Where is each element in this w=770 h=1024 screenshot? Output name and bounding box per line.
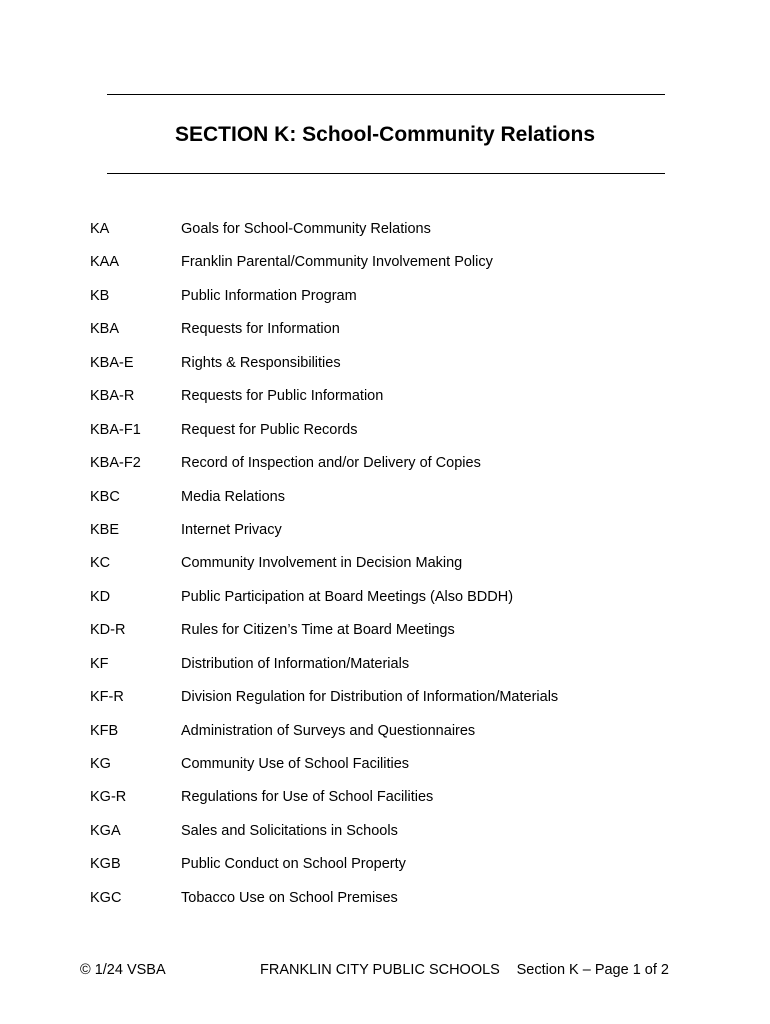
footer-copyright: © 1/24 VSBA — [80, 962, 166, 978]
policy-title: Community Use of School Facilities — [181, 756, 410, 772]
policy-code: KG-R — [90, 789, 127, 806]
policy-list-item — [90, 553, 710, 586]
policy-code: KBC — [90, 488, 120, 505]
policy-code: KBA-F1 — [90, 421, 141, 438]
policy-title: Tobacco Use on School Premises — [181, 889, 398, 906]
policy-title: Requests for Public Information — [181, 388, 384, 405]
policy-list-item — [90, 754, 710, 787]
policy-title: Public Participation at Board Meetings (Also BDDH) — [181, 588, 514, 605]
policy-list-item — [90, 821, 710, 854]
policy-title: Media Relations — [181, 488, 285, 505]
policy-title: Requests for Information — [181, 321, 340, 338]
policy-list-item — [90, 319, 710, 352]
policy-title: Division Regulation for Distribution of Information/Materials — [181, 689, 559, 706]
policy-code: KBA-R — [90, 388, 135, 405]
policy-list-item — [90, 854, 710, 887]
policy-list-item — [90, 687, 710, 720]
footer-division-name: FRANKLIN CITY PUBLIC SCHOOLS — [260, 962, 500, 978]
policy-code: KBE — [90, 521, 120, 538]
policy-list-item — [90, 487, 710, 520]
policy-list-item — [90, 888, 710, 921]
policy-code: KBA — [90, 321, 120, 338]
policy-code: KC — [90, 555, 111, 572]
policy-code: KGA — [90, 822, 121, 839]
policy-title: Administration of Surveys and Questionnaires — [181, 722, 476, 739]
footer-page-number: Section K – Page 1 of 2 — [516, 962, 669, 978]
title-top-rule — [107, 94, 665, 95]
policy-title: Distribution of Information/Materials — [181, 655, 410, 672]
policy-title: Internet Privacy — [181, 521, 282, 538]
policy-title: Request for Public Records — [181, 421, 358, 438]
policy-list-item — [90, 252, 710, 285]
policy-code: KGB — [90, 856, 121, 873]
policy-title: Regulations for Use of School Facilities — [181, 789, 434, 806]
policy-code: KD — [90, 588, 111, 605]
policy-list-item — [90, 386, 710, 419]
policy-list-item — [90, 286, 710, 319]
policy-code: KBA-E — [90, 354, 134, 371]
policy-title: Franklin Parental/Community Involvement Policy — [181, 254, 493, 271]
policy-list-item — [90, 420, 710, 453]
policy-title: Record of Inspection and/or Delivery of Copies — [181, 455, 481, 472]
policy-code: KD-R — [90, 622, 126, 639]
policy-title: Rights & Responsibilities — [181, 354, 341, 371]
policy-code: KG — [90, 756, 111, 772]
policy-title: Public Information Program — [181, 287, 357, 304]
policy-list-item — [90, 787, 710, 820]
policy-title: Community Involvement in Decision Making — [181, 555, 463, 572]
policy-code: KB — [90, 287, 110, 304]
policy-code: KA — [90, 221, 110, 237]
policy-list-item — [90, 721, 710, 754]
policy-list-item — [90, 620, 710, 653]
policy-code: KBA-F2 — [90, 455, 141, 472]
policy-code: KF — [90, 655, 109, 672]
policy-title: Goals for School-Community Relations — [181, 221, 431, 237]
policy-list-item — [90, 453, 710, 486]
policy-code: KGC — [90, 889, 122, 906]
policy-list-item — [90, 219, 710, 252]
title-bottom-rule — [107, 173, 665, 174]
policy-code: KF-R — [90, 689, 124, 706]
policy-title: Rules for Citizen’s Time at Board Meetings — [181, 622, 455, 639]
policy-code: KFB — [90, 722, 119, 739]
policy-code: KAA — [90, 254, 120, 271]
section-title: SECTION K: School-Community Relations — [174, 123, 596, 146]
policy-list-item — [90, 587, 710, 620]
policy-list-item — [90, 353, 710, 386]
policy-list-item — [90, 654, 710, 687]
policy-index-list — [90, 219, 710, 921]
policy-title: Public Conduct on School Property — [181, 856, 406, 873]
policy-title: Sales and Solicitations in Schools — [181, 822, 398, 839]
policy-list-item — [90, 520, 710, 553]
